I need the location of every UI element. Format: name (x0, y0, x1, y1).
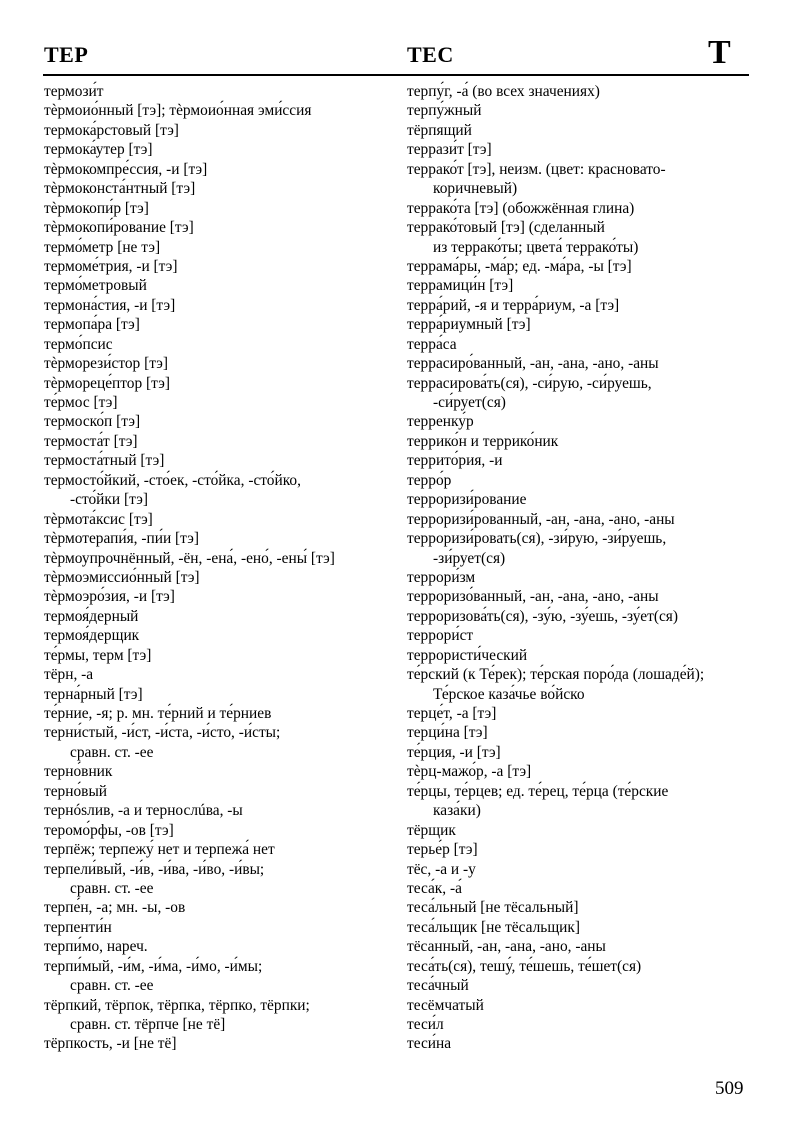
dictionary-entry-line: тѐрмокомпре́ссия, -и [тэ] (44, 160, 208, 178)
dictionary-entry-line: термоя́дерный (44, 607, 139, 625)
dictionary-entry-line: терно́вник (44, 763, 113, 781)
dictionary-entry-line: террито́рия, -и (407, 452, 503, 470)
dictionary-entry-line: термоя́дерщик (44, 627, 140, 645)
dictionary-entry-line: те́рцы, те́рцев; ед. те́рец, те́рца (те́рские (407, 782, 669, 800)
dictionary-entry-line: теса́к, -а́ (407, 879, 462, 897)
running-head-right: ТЕС (407, 42, 454, 67)
dictionary-entry-line: термона́стия, -и [тэ] (44, 296, 176, 314)
dictionary-entry-line: -си́рует(ся) (433, 394, 506, 411)
dictionary-entry-line: тёрпкость, -и [не тё] (44, 1035, 177, 1053)
dictionary-entry-line: те́рние, -я; р. мн. те́рний и те́рниев (44, 705, 272, 722)
dictionary-entry-line: теси́л (407, 1016, 444, 1033)
dictionary-entry-line: терроризо́ванный, -ан, -ана, -ано, -аны (407, 588, 659, 606)
dictionary-entry-line: тёсанный, -ан, -ана, -ано, -аны (407, 938, 606, 956)
dictionary-entry-line: термока́рстовый [тэ] (44, 121, 179, 139)
dictionary-entry-line: терро́р (407, 471, 452, 489)
dictionary-entry-line: тѐрмота́ксис [тэ] (44, 510, 153, 528)
section-letter: Т (708, 34, 731, 71)
dictionary-entry-line: тѐрмореце́птор [тэ] (44, 374, 171, 392)
dictionary-entry-line: терпе́н, -а; мн. -ы, -ов (44, 899, 186, 917)
dictionary-entry-line: тёрн, -а (44, 666, 94, 684)
dictionary-entry-line: терна́рный [тэ] (44, 685, 143, 703)
dictionary-entry-line: тѐрмотерапи́я, -пи́и [тэ] (44, 530, 200, 548)
dictionary-entry-line: терпёж; терпежу́ нет и терпежа́ нет (44, 841, 275, 859)
dictionary-entry-line: теси́на (407, 1035, 452, 1053)
dictionary-entry-line: тёрпкий, тёрпок, тёрпка, тёрпко, тёрпки; (44, 996, 310, 1014)
dictionary-entry-line: термоско́п [тэ] (44, 413, 141, 431)
dictionary-entry-line: тёрщик (407, 821, 456, 839)
left-column (44, 82, 392, 1054)
dictionary-entry-line: террасирова́ть(ся), -си́рую, -си́руешь, (407, 374, 652, 392)
dictionary-entry-line: террористи́ческий (407, 646, 528, 664)
dictionary-entry-line: терроризи́рование (407, 491, 527, 509)
dictionary-entry-line: тёс, -а и -у (407, 860, 476, 878)
dictionary-entry-line: террази́т [тэ] (407, 141, 492, 159)
dictionary-entry-line: термоста́т [тэ] (44, 432, 138, 450)
dictionary-entry-line: терроризи́рованный, -ан, -ана, -ано, -аны (407, 510, 675, 528)
dictionary-entry-line: сравн. ст. тёрпче [не тё] (70, 1016, 226, 1033)
dictionary-entry-line: террамици́н [тэ] (407, 277, 514, 295)
dictionary-entry-line: термоме́трия, -и [тэ] (44, 257, 178, 275)
dictionary-entry-line: терпи́мо, нареч. (44, 938, 148, 956)
dictionary-entry-line: термо́метр [не тэ] (44, 238, 161, 256)
dictionary-entry-line: терроризи́ровать(ся), -зи́рую, -зи́руешь, (407, 530, 667, 548)
dictionary-entry-line: тѐрмокопи́р [тэ] (44, 199, 149, 217)
dictionary-entry-line: терренку́р (407, 413, 474, 431)
dictionary-entry-line: тѐрмокопи́рование [тэ] (44, 219, 194, 237)
dictionary-entry-line: террори́зм (407, 568, 476, 586)
dictionary-entry-line: Те́рское каза́чье во́йско (433, 685, 585, 703)
dictionary-entry-line: теса́льный [не тёсальный] (407, 899, 579, 917)
dictionary-entry-line: тёрпящий (407, 121, 472, 139)
dictionary-entry-line: коричневый) (433, 180, 518, 198)
running-head-left: ТЕР (44, 42, 89, 67)
dictionary-entry-line: сравн. ст. -ее (70, 879, 154, 897)
dictionary-entry-line: террама́ры, -ма́р; ед. -ма́ра, -ы [тэ] (407, 257, 632, 275)
dictionary-entry-line: тѐрц-мажо́р, -а [тэ] (407, 763, 532, 781)
dictionary-entry-line: -сто́йки [тэ] (70, 491, 148, 509)
dictionary-entry-line: терра́са (407, 335, 457, 353)
dictionary-entry-line: терье́р [тэ] (407, 841, 478, 859)
dictionary-entry-line: терпу́г, -а́ (во всех значениях) (407, 83, 600, 100)
dictionary-entry-line: террако́товый [тэ] (сделанный (407, 219, 605, 237)
dictionary-entry-line: терпи́мый, -и́м, -и́ма, -и́мо, -и́мы; (44, 957, 263, 975)
page-number: 509 (715, 1078, 744, 1099)
dictionary-entry-line: терно́вый (44, 782, 108, 800)
dictionary-entry-line: терце́т, -а [тэ] (407, 705, 497, 722)
dictionary-entry-line: -зи́рует(ся) (433, 549, 506, 567)
dictionary-entry-line: террасиро́ванный, -ан, -ана, -ано, -аны (407, 355, 659, 373)
dictionary-entry-line: терпенти́н (44, 918, 112, 936)
dictionary-entry-line: тѐрмоэмиссио́нный [тэ] (44, 568, 200, 586)
dictionary-entry-line: терпу́жный (407, 102, 482, 120)
dictionary-entry-line: термопа́ра [тэ] (44, 316, 140, 334)
dictionary-entry-line: термо́метровый (44, 277, 147, 295)
dictionary-entry-line: терни́стый, -и́ст, -и́ста, -и́сто, -и́сты; (44, 724, 281, 742)
dictionary-entry-line: тесёмчатый (407, 996, 484, 1014)
header-rule (43, 74, 749, 76)
dictionary-entry-line: сравн. ст. -ее (70, 743, 154, 761)
dictionary-entry-line: те́рция, -и [тэ] (407, 743, 501, 761)
dictionary-entry-line: тѐрмоупрочнённый, -ён, -ена́, -ено́, -ены́ [тэ] (44, 549, 335, 567)
dictionary-entry-line: термо́псис (44, 335, 113, 353)
dictionary-entry-line: теса́чный (407, 977, 469, 995)
dictionary-entry-line: теса́льщик [не тёсальщик] (407, 918, 581, 936)
dictionary-entry-line: тернósлив, -а и тернослúва, -ы (44, 802, 243, 820)
dictionary-entry-line: из террако́ты; цвета́ террако́ты) (433, 238, 639, 256)
dictionary-entry-line: те́рмы, терм [тэ] (44, 646, 152, 664)
dictionary-entry-line: терроризова́ть(ся), -зу́ю, -зу́ешь, -зу́ет(ся) (407, 607, 678, 625)
dictionary-entry-line: террори́ст (407, 627, 474, 645)
dictionary-entry-line: тѐрмоио́нный [тэ]; тѐрмоио́нная эми́ссия (44, 102, 312, 120)
dictionary-entry-line: терци́на [тэ] (407, 724, 488, 742)
dictionary-entry-line: теса́ть(ся), тешу́, те́шешь, те́шет(ся) (407, 957, 642, 975)
dictionary-entry-line: терпели́вый, -и́в, -и́ва, -и́во, -и́вы; (44, 860, 265, 878)
right-column (407, 82, 752, 1054)
dictionary-entry-line: теромо́рфы, -ов [тэ] (44, 821, 174, 839)
dictionary-entry-line: террако́т [тэ], неизм. (цвет: красновато- (407, 160, 666, 178)
dictionary-entry-line: термоста́тный [тэ] (44, 452, 165, 470)
dictionary-entry-line: тѐрмоэро́зия, -и [тэ] (44, 588, 175, 606)
dictionary-entry-line: террако́та [тэ] (обожжённая глина) (407, 199, 635, 217)
dictionary-entry-line: сравн. ст. -ее (70, 977, 154, 995)
dictionary-entry-line: термосто́йкий, -сто́ек, -сто́йка, -сто́йко, (44, 471, 301, 489)
dictionary-entry-line: каза́ки) (433, 802, 481, 820)
dictionary-entry-line: тѐрмоконста́нтный [тэ] (44, 180, 196, 198)
dictionary-entry-line: терра́риумный [тэ] (407, 316, 531, 334)
dictionary-entry-line: термози́т (44, 83, 104, 100)
dictionary-entry-line: террико́н и террико́ник (407, 432, 559, 450)
dictionary-entry-line: терра́рий, -я и терра́риум, -а [тэ] (407, 296, 620, 314)
dictionary-entry-line: тѐрморези́стор [тэ] (44, 355, 169, 373)
dictionary-entry-line: те́рский (к Те́рек); те́рская поро́да (лошаде́й); (407, 666, 705, 684)
dictionary-entry-line: термока́утер [тэ] (44, 141, 153, 159)
dictionary-entry-line: те́рмос [тэ] (44, 394, 118, 411)
